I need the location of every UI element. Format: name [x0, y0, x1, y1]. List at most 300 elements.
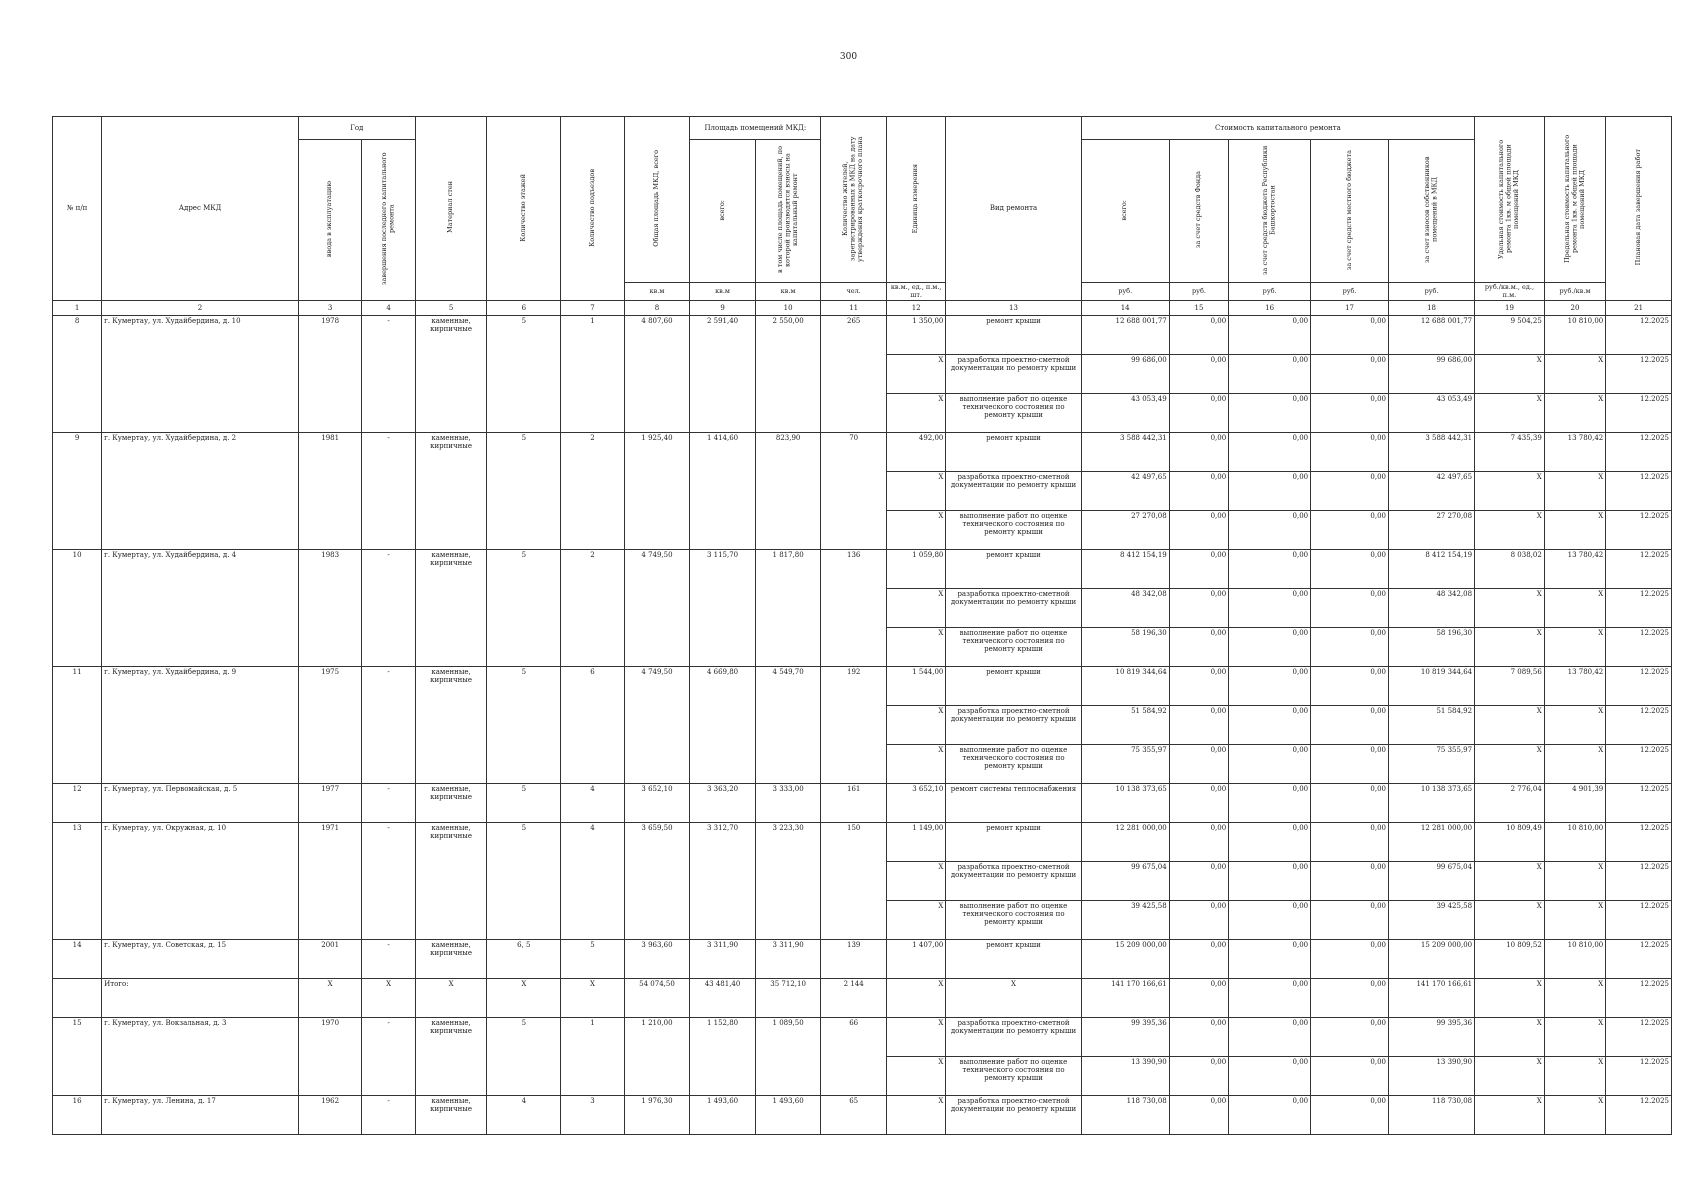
row-limit-cost: 10 810,00	[1544, 315, 1605, 354]
row-unit-cost: X	[1475, 627, 1545, 666]
row-cost-fund: 0,00	[1169, 939, 1228, 978]
hdr-work-type: Вид ремонта	[946, 117, 1081, 301]
row-limit-cost: X	[1544, 471, 1605, 510]
row-cost-local: 0,00	[1311, 315, 1389, 354]
row-year: 1981	[298, 432, 362, 549]
hdr-area-group: Площадь помещений МКД:	[690, 117, 821, 140]
row-work-type: выполнение работ по оценке технического состояния по ремонту крыши	[946, 627, 1081, 666]
row-cost-fund: 0,00	[1169, 978, 1228, 1017]
column-number: 3	[298, 300, 362, 315]
row-work-type: разработка проектно-сметной документации по ремонту крыши	[946, 588, 1081, 627]
row-cost-local: 0,00	[1311, 744, 1389, 783]
column-number: 4	[362, 300, 415, 315]
row-limit-cost: X	[1544, 393, 1605, 432]
column-number: 9	[690, 300, 756, 315]
row-cost-local: 0,00	[1311, 939, 1389, 978]
row-cost-republic: 0,00	[1229, 1017, 1311, 1056]
row-cost-total: 48 342,08	[1081, 588, 1169, 627]
row-cost-local: 0,00	[1311, 510, 1389, 549]
column-number: 1	[53, 300, 102, 315]
row-plan-date: 12.2025	[1606, 627, 1672, 666]
hdr-cost-republic: за счет средств бюджета Республики Башкортостан	[1229, 140, 1311, 283]
row-unit-cost: 10 809,52	[1475, 939, 1545, 978]
row-cost-total: 141 170 166,61	[1081, 978, 1169, 1017]
row-total-area: 4 749,50	[624, 549, 690, 666]
row-unit-cost: X	[1475, 705, 1545, 744]
row-total-area: 1 925,40	[624, 432, 690, 549]
row-plan-date: 12.2025	[1606, 900, 1672, 939]
row-cost-fund: 0,00	[1169, 588, 1228, 627]
row-num: 11	[53, 666, 102, 783]
row-cost-republic: 0,00	[1229, 393, 1311, 432]
row-last-repair: X	[362, 978, 415, 1017]
column-number: 19	[1475, 300, 1545, 315]
hdr-unit: Единица измерения	[886, 117, 945, 283]
row-cost-local: 0,00	[1311, 432, 1389, 471]
row-material: X	[415, 978, 487, 1017]
row-address: г. Кумертау, ул. Худайбердина, д. 4	[102, 549, 299, 666]
row-last-repair: -	[362, 1017, 415, 1095]
row-unit-cost: X	[1475, 861, 1545, 900]
hdr-address: Адрес МКД	[102, 117, 299, 301]
row-cost-total: 42 497,65	[1081, 471, 1169, 510]
row-last-repair: -	[362, 1095, 415, 1134]
row-cost-local: 0,00	[1311, 900, 1389, 939]
row-floors: 5	[487, 783, 561, 822]
row-cost-owners: 15 209 000,00	[1388, 939, 1474, 978]
capital-repair-table	[52, 116, 1672, 1135]
row-limit-cost: X	[1544, 510, 1605, 549]
hdr-cost-group: Стоимость капитального ремонта	[1081, 117, 1474, 140]
row-cost-fund: 0,00	[1169, 1017, 1228, 1056]
row-unit-cost: 8 038,02	[1475, 549, 1545, 588]
row-plan-date: 12.2025	[1606, 822, 1672, 861]
row-plan-date: 12.2025	[1606, 1056, 1672, 1095]
row-cost-local: 0,00	[1311, 627, 1389, 666]
hdr-limit-cost: Предельная стоимость капитального ремонта 1кв. м общей площади помещений МКД	[1544, 117, 1605, 283]
column-number: 20	[1544, 300, 1605, 315]
row-cost-local: 0,00	[1311, 354, 1389, 393]
row-num	[53, 978, 102, 1017]
row-area-all: 2 591,40	[690, 315, 756, 432]
row-entrances: 6	[561, 666, 625, 783]
row-cost-total: 3 588 442,31	[1081, 432, 1169, 471]
row-qty: X	[886, 627, 945, 666]
row-cost-republic: 0,00	[1229, 744, 1311, 783]
row-area-all: 3 363,20	[690, 783, 756, 822]
row-work-type: ремонт крыши	[946, 432, 1081, 471]
hdr-cost-fund: за счет средств Фонда	[1169, 140, 1228, 283]
row-unit-cost: X	[1475, 471, 1545, 510]
row-plan-date: 12.2025	[1606, 1095, 1672, 1134]
column-number: 8	[624, 300, 690, 315]
column-number: 16	[1229, 300, 1311, 315]
row-material: каменные, кирпичные	[415, 783, 487, 822]
row-address: г. Кумертау, ул. Первомайская, д. 5	[102, 783, 299, 822]
row-floors: 6, 5	[487, 939, 561, 978]
row-entrances: 1	[561, 1017, 625, 1095]
row-cost-republic: 0,00	[1229, 549, 1311, 588]
row-residents: 66	[821, 1017, 887, 1095]
row-unit-cost: X	[1475, 393, 1545, 432]
row-entrances: 1	[561, 315, 625, 432]
row-floors: 5	[487, 822, 561, 939]
row-limit-cost: X	[1544, 1056, 1605, 1095]
row-cost-fund: 0,00	[1169, 744, 1228, 783]
row-total-area: 3 652,10	[624, 783, 690, 822]
row-cost-fund: 0,00	[1169, 822, 1228, 861]
row-residents: 265	[821, 315, 887, 432]
row-cost-republic: 0,00	[1229, 939, 1311, 978]
hdr-wall-material: Материал стен	[415, 117, 487, 301]
row-plan-date: 12.2025	[1606, 354, 1672, 393]
unit-total-area: кв.м	[624, 283, 690, 301]
row-cost-republic: 0,00	[1229, 822, 1311, 861]
row-qty: 1 149,00	[886, 822, 945, 861]
hdr-cost-total: всего:	[1081, 140, 1169, 283]
row-qty: X	[886, 510, 945, 549]
table-row	[53, 315, 1672, 354]
row-total-area: 1 976,30	[624, 1095, 690, 1134]
row-work-type: выполнение работ по оценке технического состояния по ремонту крыши	[946, 1056, 1081, 1095]
row-year: 2001	[298, 939, 362, 978]
row-work-type: ремонт крыши	[946, 939, 1081, 978]
row-plan-date: 12.2025	[1606, 1017, 1672, 1056]
row-entrances: 2	[561, 549, 625, 666]
row-cost-total: 118 730,08	[1081, 1095, 1169, 1134]
row-cost-local: 0,00	[1311, 1095, 1389, 1134]
row-cost-republic: 0,00	[1229, 354, 1311, 393]
row-cost-local: 0,00	[1311, 549, 1389, 588]
row-cost-republic: 0,00	[1229, 666, 1311, 705]
row-area-contrib: 3 333,00	[755, 783, 821, 822]
row-plan-date: 12.2025	[1606, 744, 1672, 783]
row-plan-date: 12.2025	[1606, 510, 1672, 549]
row-unit-cost: X	[1475, 744, 1545, 783]
row-cost-republic: 0,00	[1229, 588, 1311, 627]
row-limit-cost: X	[1544, 900, 1605, 939]
row-unit-cost: 2 776,04	[1475, 783, 1545, 822]
row-qty: 492,00	[886, 432, 945, 471]
page-number: 300	[839, 52, 858, 62]
row-work-type: выполнение работ по оценке технического состояния по ремонту крыши	[946, 900, 1081, 939]
row-work-type: ремонт крыши	[946, 666, 1081, 705]
row-qty: 1 059,80	[886, 549, 945, 588]
table-row	[53, 939, 1672, 978]
row-material: каменные, кирпичные	[415, 666, 487, 783]
row-cost-total: 12 688 001,77	[1081, 315, 1169, 354]
row-entrances: 5	[561, 939, 625, 978]
row-cost-fund: 0,00	[1169, 666, 1228, 705]
unit-cost-local: руб.	[1311, 283, 1389, 301]
row-qty: X	[886, 1056, 945, 1095]
column-number: 11	[821, 300, 887, 315]
row-cost-owners: 39 425,58	[1388, 900, 1474, 939]
row-address: г. Кумертау, ул. Худайбердина, д. 2	[102, 432, 299, 549]
row-cost-total: 15 209 000,00	[1081, 939, 1169, 978]
row-cost-fund: 0,00	[1169, 549, 1228, 588]
row-limit-cost: X	[1544, 1017, 1605, 1056]
row-cost-local: 0,00	[1311, 705, 1389, 744]
row-floors: 5	[487, 315, 561, 432]
row-num: 15	[53, 1017, 102, 1095]
row-qty: X	[886, 471, 945, 510]
row-cost-fund: 0,00	[1169, 315, 1228, 354]
row-cost-total: 43 053,49	[1081, 393, 1169, 432]
row-qty: 1 544,00	[886, 666, 945, 705]
row-limit-cost: 4 901,39	[1544, 783, 1605, 822]
row-limit-cost: 10 810,00	[1544, 939, 1605, 978]
table-row	[53, 1095, 1672, 1134]
row-entrances: X	[561, 978, 625, 1017]
row-cost-republic: 0,00	[1229, 471, 1311, 510]
row-cost-local: 0,00	[1311, 471, 1389, 510]
row-limit-cost: X	[1544, 978, 1605, 1017]
row-total-area: 3 659,50	[624, 822, 690, 939]
row-area-all: 1 414,60	[690, 432, 756, 549]
row-residents: 192	[821, 666, 887, 783]
row-residents: 150	[821, 822, 887, 939]
row-material: каменные, кирпичные	[415, 549, 487, 666]
row-unit-cost: X	[1475, 588, 1545, 627]
row-work-type: ремонт крыши	[946, 315, 1081, 354]
row-total-area: 1 210,00	[624, 1017, 690, 1095]
row-cost-owners: 75 355,97	[1388, 744, 1474, 783]
row-area-contrib: 3 311,90	[755, 939, 821, 978]
hdr-num: № п/п	[53, 117, 102, 301]
row-work-type: разработка проектно-сметной документации по ремонту крыши	[946, 1095, 1081, 1134]
row-floors: 5	[487, 1017, 561, 1095]
row-cost-republic: 0,00	[1229, 315, 1311, 354]
row-material: каменные, кирпичные	[415, 1017, 487, 1095]
row-qty: X	[886, 705, 945, 744]
column-number: 12	[886, 300, 945, 315]
row-area-all: 4 669,80	[690, 666, 756, 783]
row-qty: X	[886, 744, 945, 783]
row-cost-owners: 10 819 344,64	[1388, 666, 1474, 705]
row-num: 14	[53, 939, 102, 978]
row-qty: 1 407,00	[886, 939, 945, 978]
row-cost-total: 75 355,97	[1081, 744, 1169, 783]
row-floors: X	[487, 978, 561, 1017]
row-area-contrib: 4 549,70	[755, 666, 821, 783]
row-cost-republic: 0,00	[1229, 1095, 1311, 1134]
row-limit-cost: 13 780,42	[1544, 432, 1605, 471]
row-cost-owners: 99 686,00	[1388, 354, 1474, 393]
row-cost-fund: 0,00	[1169, 471, 1228, 510]
row-material: каменные, кирпичные	[415, 1095, 487, 1134]
hdr-area-all: всего:	[690, 140, 756, 283]
table-row	[53, 783, 1672, 822]
row-entrances: 3	[561, 1095, 625, 1134]
unit-area-contrib: кв.м	[755, 283, 821, 301]
column-number: 18	[1388, 300, 1474, 315]
row-cost-republic: 0,00	[1229, 978, 1311, 1017]
row-cost-total: 99 675,04	[1081, 861, 1169, 900]
row-cost-fund: 0,00	[1169, 354, 1228, 393]
row-qty: X	[886, 900, 945, 939]
row-plan-date: 12.2025	[1606, 978, 1672, 1017]
row-year: 1970	[298, 1017, 362, 1095]
unit-cost-total: руб.	[1081, 283, 1169, 301]
column-number: 2	[102, 300, 299, 315]
row-floors: 4	[487, 1095, 561, 1134]
row-residents: 70	[821, 432, 887, 549]
row-cost-owners: 99 395,36	[1388, 1017, 1474, 1056]
column-number: 14	[1081, 300, 1169, 315]
row-material: каменные, кирпичные	[415, 432, 487, 549]
row-cost-owners: 48 342,08	[1388, 588, 1474, 627]
row-area-contrib: 3 223,30	[755, 822, 821, 939]
row-cost-local: 0,00	[1311, 666, 1389, 705]
hdr-cost-local: за счет средств местного бюджета	[1311, 140, 1389, 283]
row-work-type: X	[946, 978, 1081, 1017]
hdr-unit-cost: Удельная стоимость капитального ремонта 1кв. м общей площади помещений МКД	[1475, 117, 1545, 283]
hdr-area-contrib: в том числе площадь помещений, по которой производятся взносы на капитальный ремонт	[755, 140, 821, 283]
row-qty: 3 652,10	[886, 783, 945, 822]
column-number-row	[53, 300, 1672, 315]
row-residents: 2 144	[821, 978, 887, 1017]
row-cost-owners: 13 390,90	[1388, 1056, 1474, 1095]
row-cost-fund: 0,00	[1169, 1056, 1228, 1095]
row-work-type: выполнение работ по оценке технического состояния по ремонту крыши	[946, 744, 1081, 783]
row-area-contrib: 823,90	[755, 432, 821, 549]
row-area-all: 1 152,80	[690, 1017, 756, 1095]
row-num: 8	[53, 315, 102, 432]
row-cost-owners: 8 412 154,19	[1388, 549, 1474, 588]
row-cost-republic: 0,00	[1229, 861, 1311, 900]
row-qty: X	[886, 393, 945, 432]
row-material: каменные, кирпичные	[415, 939, 487, 978]
unit-cost-republic: руб.	[1229, 283, 1311, 301]
table-body	[53, 315, 1672, 1134]
row-unit-cost: X	[1475, 510, 1545, 549]
row-cost-republic: 0,00	[1229, 900, 1311, 939]
hdr-year-commission: ввода в эксплуатацию	[298, 140, 362, 301]
row-residents: 136	[821, 549, 887, 666]
table-row	[53, 822, 1672, 861]
row-cost-total: 51 584,92	[1081, 705, 1169, 744]
hdr-total-area: Общая площадь МКД, всего	[624, 117, 690, 283]
row-num: 10	[53, 549, 102, 666]
column-number: 10	[755, 300, 821, 315]
row-cost-fund: 0,00	[1169, 510, 1228, 549]
row-entrances: 4	[561, 783, 625, 822]
row-cost-total: 99 395,36	[1081, 1017, 1169, 1056]
row-cost-total: 12 281 000,00	[1081, 822, 1169, 861]
row-area-all: 43 481,40	[690, 978, 756, 1017]
row-limit-cost: 10 810,00	[1544, 822, 1605, 861]
row-total-area: 3 963,60	[624, 939, 690, 978]
row-unit-cost: X	[1475, 900, 1545, 939]
row-qty: X	[886, 1017, 945, 1056]
row-num: 13	[53, 822, 102, 939]
row-limit-cost: X	[1544, 705, 1605, 744]
row-area-contrib: 35 712,10	[755, 978, 821, 1017]
row-work-type: выполнение работ по оценке технического состояния по ремонту крыши	[946, 393, 1081, 432]
row-num: 9	[53, 432, 102, 549]
row-year: 1971	[298, 822, 362, 939]
row-limit-cost: 13 780,42	[1544, 549, 1605, 588]
row-floors: 5	[487, 666, 561, 783]
row-cost-total: 39 425,58	[1081, 900, 1169, 939]
row-cost-owners: 3 588 442,31	[1388, 432, 1474, 471]
row-address: г. Кумертау, ул. Вокзальная, д. 3	[102, 1017, 299, 1095]
row-year: 1977	[298, 783, 362, 822]
row-year: 1978	[298, 315, 362, 432]
row-cost-local: 0,00	[1311, 978, 1389, 1017]
row-area-contrib: 2 550,00	[755, 315, 821, 432]
table-row	[53, 978, 1672, 1017]
row-work-type: ремонт крыши	[946, 549, 1081, 588]
row-cost-total: 99 686,00	[1081, 354, 1169, 393]
row-plan-date: 12.2025	[1606, 861, 1672, 900]
row-work-type: выполнение работ по оценке технического состояния по ремонту крыши	[946, 510, 1081, 549]
row-cost-owners: 141 170 166,61	[1388, 978, 1474, 1017]
row-total-area: 4 749,50	[624, 666, 690, 783]
row-plan-date: 12.2025	[1606, 393, 1672, 432]
row-plan-date: 12.2025	[1606, 705, 1672, 744]
column-number: 6	[487, 300, 561, 315]
hdr-floors: Количество этажей	[487, 117, 561, 301]
row-cost-fund: 0,00	[1169, 432, 1228, 471]
row-unit-cost: 9 504,25	[1475, 315, 1545, 354]
row-entrances: 2	[561, 432, 625, 549]
row-area-contrib: 1 089,50	[755, 1017, 821, 1095]
row-limit-cost: X	[1544, 627, 1605, 666]
row-residents: 65	[821, 1095, 887, 1134]
unit-residents: чел.	[821, 283, 887, 301]
unit-unit-cost: руб./кв.м., ед., п.м.	[1475, 283, 1545, 301]
row-address: Итого:	[102, 978, 299, 1017]
row-qty: X	[886, 861, 945, 900]
column-number: 21	[1606, 300, 1672, 315]
row-address: г. Кумертау, ул. Худайбердина, д. 9	[102, 666, 299, 783]
column-number: 17	[1311, 300, 1389, 315]
row-cost-republic: 0,00	[1229, 1056, 1311, 1095]
row-last-repair: -	[362, 822, 415, 939]
row-limit-cost: X	[1544, 354, 1605, 393]
row-plan-date: 12.2025	[1606, 549, 1672, 588]
row-cost-owners: 51 584,92	[1388, 705, 1474, 744]
row-limit-cost: 13 780,42	[1544, 666, 1605, 705]
row-work-type: разработка проектно-сметной документации по ремонту крыши	[946, 861, 1081, 900]
row-qty: X	[886, 978, 945, 1017]
row-cost-local: 0,00	[1311, 588, 1389, 627]
row-work-type: ремонт крыши	[946, 822, 1081, 861]
row-cost-republic: 0,00	[1229, 510, 1311, 549]
row-last-repair: -	[362, 666, 415, 783]
row-cost-fund: 0,00	[1169, 861, 1228, 900]
row-cost-total: 58 196,30	[1081, 627, 1169, 666]
row-area-all: 3 312,70	[690, 822, 756, 939]
row-unit-cost: X	[1475, 1056, 1545, 1095]
row-floors: 5	[487, 549, 561, 666]
hdr-cost-owners: за счет взносов собственников помещений в МКД	[1388, 140, 1474, 283]
row-cost-fund: 0,00	[1169, 783, 1228, 822]
row-plan-date: 12.2025	[1606, 588, 1672, 627]
row-cost-local: 0,00	[1311, 861, 1389, 900]
row-cost-local: 0,00	[1311, 393, 1389, 432]
unit-cost-fund: руб.	[1169, 283, 1228, 301]
unit-area-all: кв.м	[690, 283, 756, 301]
row-cost-owners: 118 730,08	[1388, 1095, 1474, 1134]
row-address: г. Кумертау, ул. Советская, д. 15	[102, 939, 299, 978]
unit-cost-owners: руб.	[1388, 283, 1474, 301]
row-limit-cost: X	[1544, 1095, 1605, 1134]
row-unit-cost: 7 089,56	[1475, 666, 1545, 705]
row-area-all: 3 115,70	[690, 549, 756, 666]
